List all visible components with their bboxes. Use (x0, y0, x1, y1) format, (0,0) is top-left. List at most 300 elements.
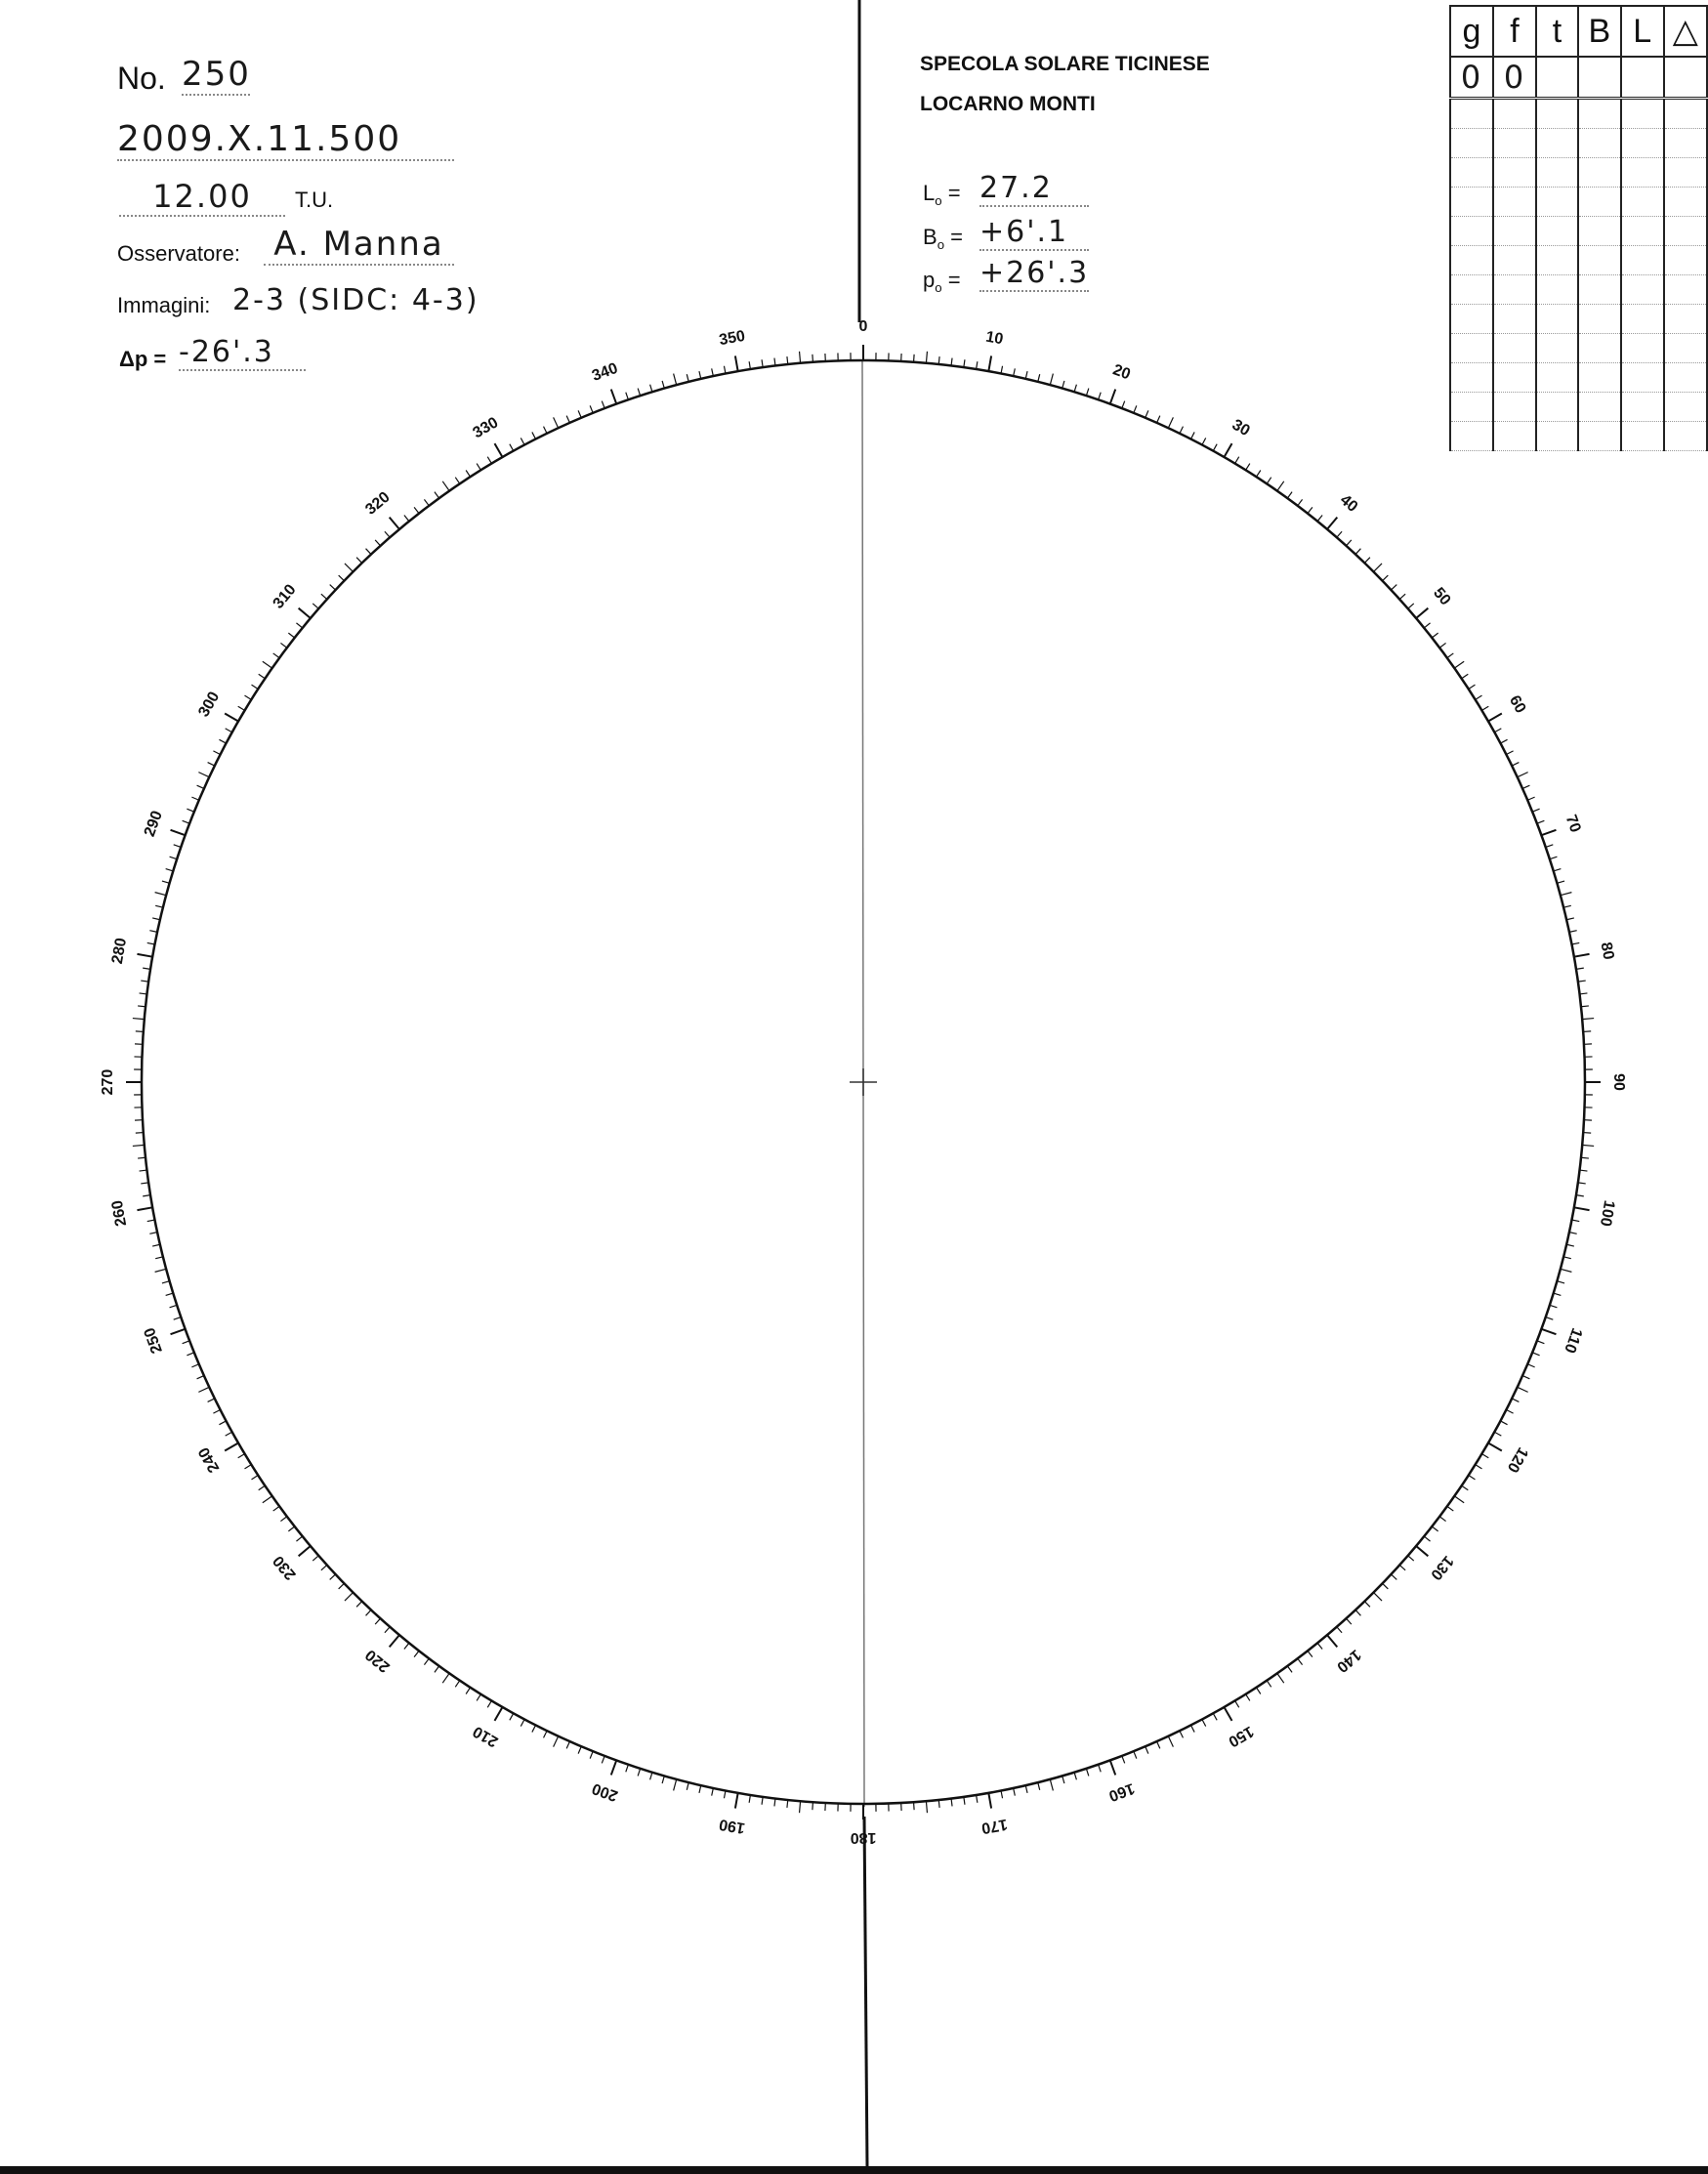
degree-tick (1469, 1475, 1476, 1479)
degree-tick (812, 355, 813, 362)
degree-tick (136, 1031, 144, 1032)
degree-tick (787, 356, 788, 364)
degree-tick (263, 661, 272, 668)
degree-tick (155, 893, 167, 896)
degree-tick (787, 1800, 788, 1808)
observer-value: A. Manna (264, 225, 454, 266)
degree-tick (1038, 374, 1040, 382)
degree-tick (155, 1269, 167, 1272)
observer-label: Osservatore: (117, 241, 240, 266)
degree-tick (321, 594, 327, 599)
degree-tick (1554, 1293, 1562, 1295)
degree-tick (1134, 1751, 1137, 1758)
degree-tick (951, 358, 952, 366)
degree-tick (133, 1145, 145, 1146)
degree-tick (1399, 1565, 1405, 1569)
degree-tick (466, 1688, 470, 1694)
degree-tick (566, 1741, 569, 1748)
degree-tick (1391, 1574, 1396, 1579)
degree-tick (1578, 1183, 1586, 1184)
degree-tick (1014, 1788, 1016, 1796)
degree-tick (138, 1006, 146, 1007)
degree-tick (171, 830, 186, 835)
degree-tick (466, 471, 470, 478)
degree-tick (1364, 1602, 1370, 1608)
degree-tick (198, 1387, 209, 1392)
degree-tick (662, 381, 664, 389)
degree-tick (162, 1281, 170, 1283)
degree-tick (532, 432, 536, 439)
degree-tick (735, 1793, 738, 1809)
degree-label: 270 (100, 1068, 117, 1096)
degree-tick (299, 1546, 311, 1556)
degree-tick (385, 531, 390, 537)
degree-tick (1578, 981, 1586, 982)
degree-tick (487, 457, 491, 464)
degree-tick (166, 869, 174, 871)
degree-tick (1308, 1651, 1312, 1656)
degree-tick (938, 356, 939, 364)
degree-tick (1408, 1556, 1414, 1561)
degree-tick (1025, 1785, 1027, 1793)
degree-tick (532, 1725, 536, 1732)
degree-tick (762, 359, 763, 367)
degree-tick (280, 643, 286, 648)
degree-tick (1298, 1658, 1303, 1664)
header-f: f (1493, 6, 1536, 57)
degree-tick (140, 993, 147, 994)
degree-tick (1134, 405, 1137, 412)
degree-tick (1346, 1618, 1351, 1624)
degree-tick (1554, 869, 1562, 871)
degree-tick (1364, 558, 1370, 564)
degree-tick (263, 1496, 272, 1503)
degree-tick (1287, 492, 1292, 498)
degree-tick (1439, 643, 1445, 648)
p0-label: $p_o$ = (923, 268, 961, 295)
degree-tick (252, 1475, 259, 1479)
number-label: No. (117, 61, 166, 96)
degree-tick (544, 1731, 548, 1737)
degree-tick (1099, 1765, 1102, 1773)
degree-tick (356, 1602, 362, 1608)
degree-tick (296, 623, 302, 628)
degree-tick (213, 751, 220, 755)
degree-tick (1213, 444, 1217, 451)
degree-tick (404, 515, 409, 521)
degree-tick (521, 1719, 524, 1726)
degree-tick (390, 518, 399, 529)
header-g: g (1450, 6, 1493, 57)
degree-tick (1581, 1006, 1589, 1007)
degree-tick (1246, 1694, 1250, 1701)
degree-tick (330, 585, 336, 590)
degree-tick (1308, 507, 1312, 513)
degree-tick (1432, 633, 1437, 638)
degree-tick (1062, 381, 1064, 389)
degree-tick (650, 385, 652, 393)
degree-tick (312, 1556, 318, 1561)
degree-tick (1213, 1713, 1217, 1720)
degree-tick (414, 1651, 419, 1656)
degree-tick (1582, 1019, 1594, 1020)
degree-tick (1566, 918, 1574, 920)
degree-tick (1074, 1773, 1076, 1780)
degree-tick (1566, 1244, 1574, 1246)
degree-tick (724, 366, 726, 374)
degree-tick (288, 633, 294, 638)
degree-tick (1122, 401, 1125, 408)
degree-tick (662, 1776, 664, 1783)
header-b: B (1578, 6, 1621, 57)
degree-tick (1225, 443, 1232, 457)
degree-tick (1550, 857, 1558, 858)
degree-tick (1481, 1454, 1488, 1458)
degree-tick (143, 1195, 150, 1196)
degree-tick (611, 390, 616, 404)
degree-tick (724, 1790, 726, 1798)
degree-tick (699, 1785, 701, 1793)
images-value: 2-3 (SIDC: 4-3) (232, 283, 479, 317)
degree-tick (147, 942, 155, 944)
degree-tick (183, 820, 189, 823)
degree-tick (1086, 1769, 1088, 1777)
degree-tick (687, 374, 688, 382)
degree-label: 50 (1430, 584, 1454, 609)
degree-tick (435, 492, 439, 498)
degree-tick (1298, 499, 1303, 505)
p0-value: +26'.3 (979, 256, 1090, 290)
degree-tick (225, 1443, 238, 1451)
degree-tick (1583, 1031, 1591, 1032)
degree-tick (1518, 1387, 1528, 1392)
b0-value: +6'.1 (979, 215, 1089, 251)
degree-tick (964, 1797, 965, 1805)
degree-tick (1571, 942, 1579, 944)
degree-tick (1180, 1731, 1184, 1737)
degree-tick (1256, 1688, 1260, 1694)
degree-label: 350 (718, 327, 747, 350)
degree-tick (143, 968, 150, 969)
degree-tick (1500, 1421, 1507, 1425)
degree-tick (183, 1341, 189, 1344)
degree-tick (1476, 1465, 1482, 1469)
degree-tick (133, 1019, 145, 1020)
degree-tick (1157, 1741, 1160, 1748)
degree-label: 250 (141, 1325, 166, 1356)
degree-tick (245, 695, 252, 699)
degree-label: 160 (1106, 1779, 1137, 1805)
degree-tick (495, 443, 503, 457)
degree-label: 20 (1110, 361, 1133, 384)
degree-tick (699, 371, 701, 379)
degree-tick (138, 1157, 146, 1158)
degree-tick (1447, 1506, 1453, 1511)
degree-tick (1512, 763, 1519, 767)
degree-tick (578, 1746, 581, 1753)
degree-tick (1488, 714, 1502, 722)
degree-tick (219, 739, 226, 743)
degree-tick (442, 1673, 449, 1683)
degree-tick (774, 358, 775, 366)
degree-tick (171, 1329, 186, 1334)
degree-tick (1574, 1207, 1590, 1210)
degree-tick (1582, 1145, 1594, 1146)
degree-label: 220 (362, 1646, 394, 1676)
degree-tick (136, 1133, 144, 1134)
degree-label: 190 (718, 1815, 747, 1837)
degree-tick (1277, 1673, 1284, 1683)
degree-tick (1327, 518, 1337, 529)
degree-tick (914, 355, 915, 362)
degree-tick (602, 401, 604, 408)
degree-tick (1267, 1681, 1271, 1688)
degree-label: 90 (1609, 1073, 1627, 1091)
degree-tick (812, 1802, 813, 1810)
degree-tick (712, 1788, 714, 1796)
degree-tick (1532, 809, 1539, 812)
degree-tick (611, 1760, 616, 1775)
degree-tick (1469, 685, 1476, 689)
degree-tick (638, 1769, 640, 1777)
degree-tick (1500, 739, 1507, 743)
date-value: 2009.X.11.500 (117, 119, 454, 161)
degree-tick (1110, 390, 1115, 404)
degree-tick (1447, 653, 1453, 658)
degree-tick (1391, 585, 1396, 590)
degree-tick (1346, 540, 1351, 546)
degree-label: 10 (984, 328, 1005, 349)
degree-tick (1014, 368, 1016, 376)
degree-tick (366, 1610, 371, 1615)
degree-tick (1561, 1269, 1572, 1272)
degree-tick (495, 1707, 503, 1721)
images-label: Immagini: (117, 293, 211, 317)
degree-label: 240 (195, 1443, 224, 1476)
degree-tick (988, 355, 991, 371)
degree-tick (926, 352, 927, 363)
degree-tick (141, 1183, 148, 1184)
degree-tick (554, 1736, 559, 1747)
degree-tick (1527, 797, 1534, 800)
degree-tick (988, 1793, 991, 1809)
degree-tick (288, 1526, 294, 1531)
degree-tick (187, 1353, 193, 1356)
degree-tick (1454, 1496, 1464, 1503)
degree-tick (1571, 1220, 1579, 1222)
degree-tick (225, 714, 238, 722)
l0-label: $L_o$ = (923, 181, 961, 208)
degree-tick (1488, 1443, 1502, 1451)
degree-tick (404, 1643, 409, 1649)
observatory-name: SPECOLA SOLARE TICINESE (920, 53, 1210, 75)
degree-tick (1454, 661, 1464, 668)
degree-tick (1235, 1700, 1239, 1707)
degree-tick (366, 549, 371, 555)
degree-tick (1583, 1133, 1591, 1134)
degree-tick (749, 361, 750, 369)
degree-tick (1557, 881, 1564, 883)
degree-label: 100 (1596, 1198, 1618, 1228)
degree-tick (226, 729, 232, 732)
degree-tick (1256, 471, 1260, 478)
degree-tick (259, 1485, 266, 1489)
scan-bottom-edge (0, 2166, 1708, 2174)
degree-tick (1494, 1432, 1501, 1436)
degree-tick (1481, 706, 1488, 710)
degree-tick (162, 881, 170, 883)
degree-tick (197, 1376, 204, 1379)
degree-tick (152, 1244, 160, 1246)
degree-tick (1317, 1643, 1322, 1649)
degree-tick (1062, 1776, 1064, 1783)
degree-tick (1202, 1719, 1206, 1726)
degree-tick (566, 416, 569, 423)
degree-tick (1317, 515, 1322, 521)
degree-tick (602, 1756, 604, 1763)
degree-tick (1537, 820, 1544, 823)
degree-label: 0 (858, 318, 868, 336)
degree-tick (762, 1797, 763, 1805)
degree-tick (1025, 371, 1027, 379)
degree-tick (578, 410, 581, 417)
degree-tick (487, 1700, 491, 1707)
degree-tick (390, 1635, 399, 1647)
degree-tick (1157, 416, 1160, 423)
degree-tick (1416, 608, 1428, 618)
degree-tick (590, 1751, 593, 1758)
degree-tick (926, 1801, 927, 1813)
degree-tick (375, 1618, 380, 1624)
degree-tick (1494, 729, 1501, 732)
degree-tick (638, 389, 640, 397)
degree-tick (345, 564, 353, 571)
cell-g: 0 (1450, 57, 1493, 99)
degree-tick (774, 1798, 775, 1806)
degree-tick (1579, 1170, 1587, 1171)
degree-tick (1399, 594, 1405, 599)
degree-label: 280 (108, 937, 131, 966)
degree-tick (321, 1565, 327, 1569)
degree-tick (650, 1773, 652, 1780)
degree-tick (252, 685, 259, 689)
time-value: 12.00 (119, 178, 285, 217)
degree-tick (208, 763, 215, 767)
degree-tick (375, 540, 380, 546)
degree-tick (455, 478, 459, 484)
degree-label: 310 (270, 581, 300, 612)
degree-tick (1546, 1317, 1554, 1320)
degree-tick (1383, 575, 1389, 581)
number-value: 250 (182, 55, 251, 94)
degree-label: 330 (470, 414, 502, 442)
degree-tick (238, 706, 245, 710)
degree-tick (152, 918, 160, 920)
degree-tick (1168, 1736, 1173, 1747)
degree-tick (590, 405, 593, 412)
degree-label: 210 (470, 1722, 502, 1750)
degree-label: 320 (362, 488, 394, 519)
degree-tick (1099, 393, 1102, 400)
degree-label: 290 (141, 809, 166, 839)
degree-tick (1424, 623, 1430, 628)
degree-tick (1527, 1364, 1534, 1367)
degree-tick (674, 1779, 677, 1791)
degree-tick (1146, 1746, 1148, 1753)
header-delta: △ (1664, 6, 1707, 57)
degree-tick (1146, 410, 1148, 417)
degree-tick (296, 1536, 302, 1541)
degree-tick (1541, 1329, 1556, 1334)
degree-tick (1561, 893, 1572, 896)
degree-tick (1574, 954, 1590, 957)
degree-tick (1522, 1376, 1529, 1379)
degree-tick (273, 653, 279, 658)
degree-tick (914, 1802, 915, 1810)
degree-tick (1374, 564, 1382, 571)
degree-tick (155, 905, 163, 907)
degree-tick (245, 1465, 252, 1469)
degree-tick (174, 845, 182, 848)
degree-tick (1287, 1666, 1292, 1672)
degree-tick (213, 1409, 220, 1413)
degree-tick (477, 1694, 480, 1701)
degree-tick (1001, 366, 1003, 374)
degree-tick (414, 507, 419, 513)
degree-tick (166, 1293, 174, 1295)
degree-tick (424, 1658, 429, 1664)
degree-label: 170 (979, 1815, 1009, 1837)
degree-tick (1168, 417, 1173, 428)
degree-tick (137, 1207, 152, 1210)
degree-tick (435, 1666, 439, 1672)
degree-tick (1546, 845, 1554, 848)
degree-tick (339, 575, 345, 581)
degree-tick (1550, 1305, 1558, 1307)
degree-tick (800, 352, 801, 363)
l0-value: 27.2 (979, 171, 1089, 207)
degree-tick (1541, 830, 1556, 835)
degree-tick (1506, 751, 1513, 755)
degree-tick (1579, 993, 1587, 994)
degree-tick (1576, 968, 1584, 969)
degree-tick (1235, 457, 1239, 464)
degree-tick (510, 444, 514, 451)
degree-tick (1327, 1635, 1337, 1647)
delta-p-value: -26'.3 (179, 335, 306, 371)
b0-label: $B_o$ = (923, 225, 964, 252)
degree-tick (1074, 385, 1076, 393)
observatory-location: LOCARNO MONTI (920, 93, 1096, 115)
degree-tick (191, 1364, 198, 1367)
axis-line-bottom (864, 1817, 867, 2166)
degree-tick (1246, 464, 1250, 471)
degree-tick (1576, 1195, 1584, 1196)
degree-tick (1462, 1485, 1469, 1489)
degree-tick (1563, 905, 1571, 907)
degree-label: 260 (108, 1198, 131, 1228)
degree-tick (385, 1627, 390, 1633)
degree-tick (170, 1305, 178, 1307)
degree-tick (455, 1681, 459, 1688)
degree-tick (1038, 1782, 1040, 1790)
degree-tick (1355, 549, 1360, 555)
degree-tick (938, 1800, 939, 1808)
degree-tick (1569, 1233, 1577, 1234)
degree-tick (521, 438, 524, 444)
degree-label: 60 (1505, 692, 1529, 717)
degree-tick (345, 1593, 353, 1601)
